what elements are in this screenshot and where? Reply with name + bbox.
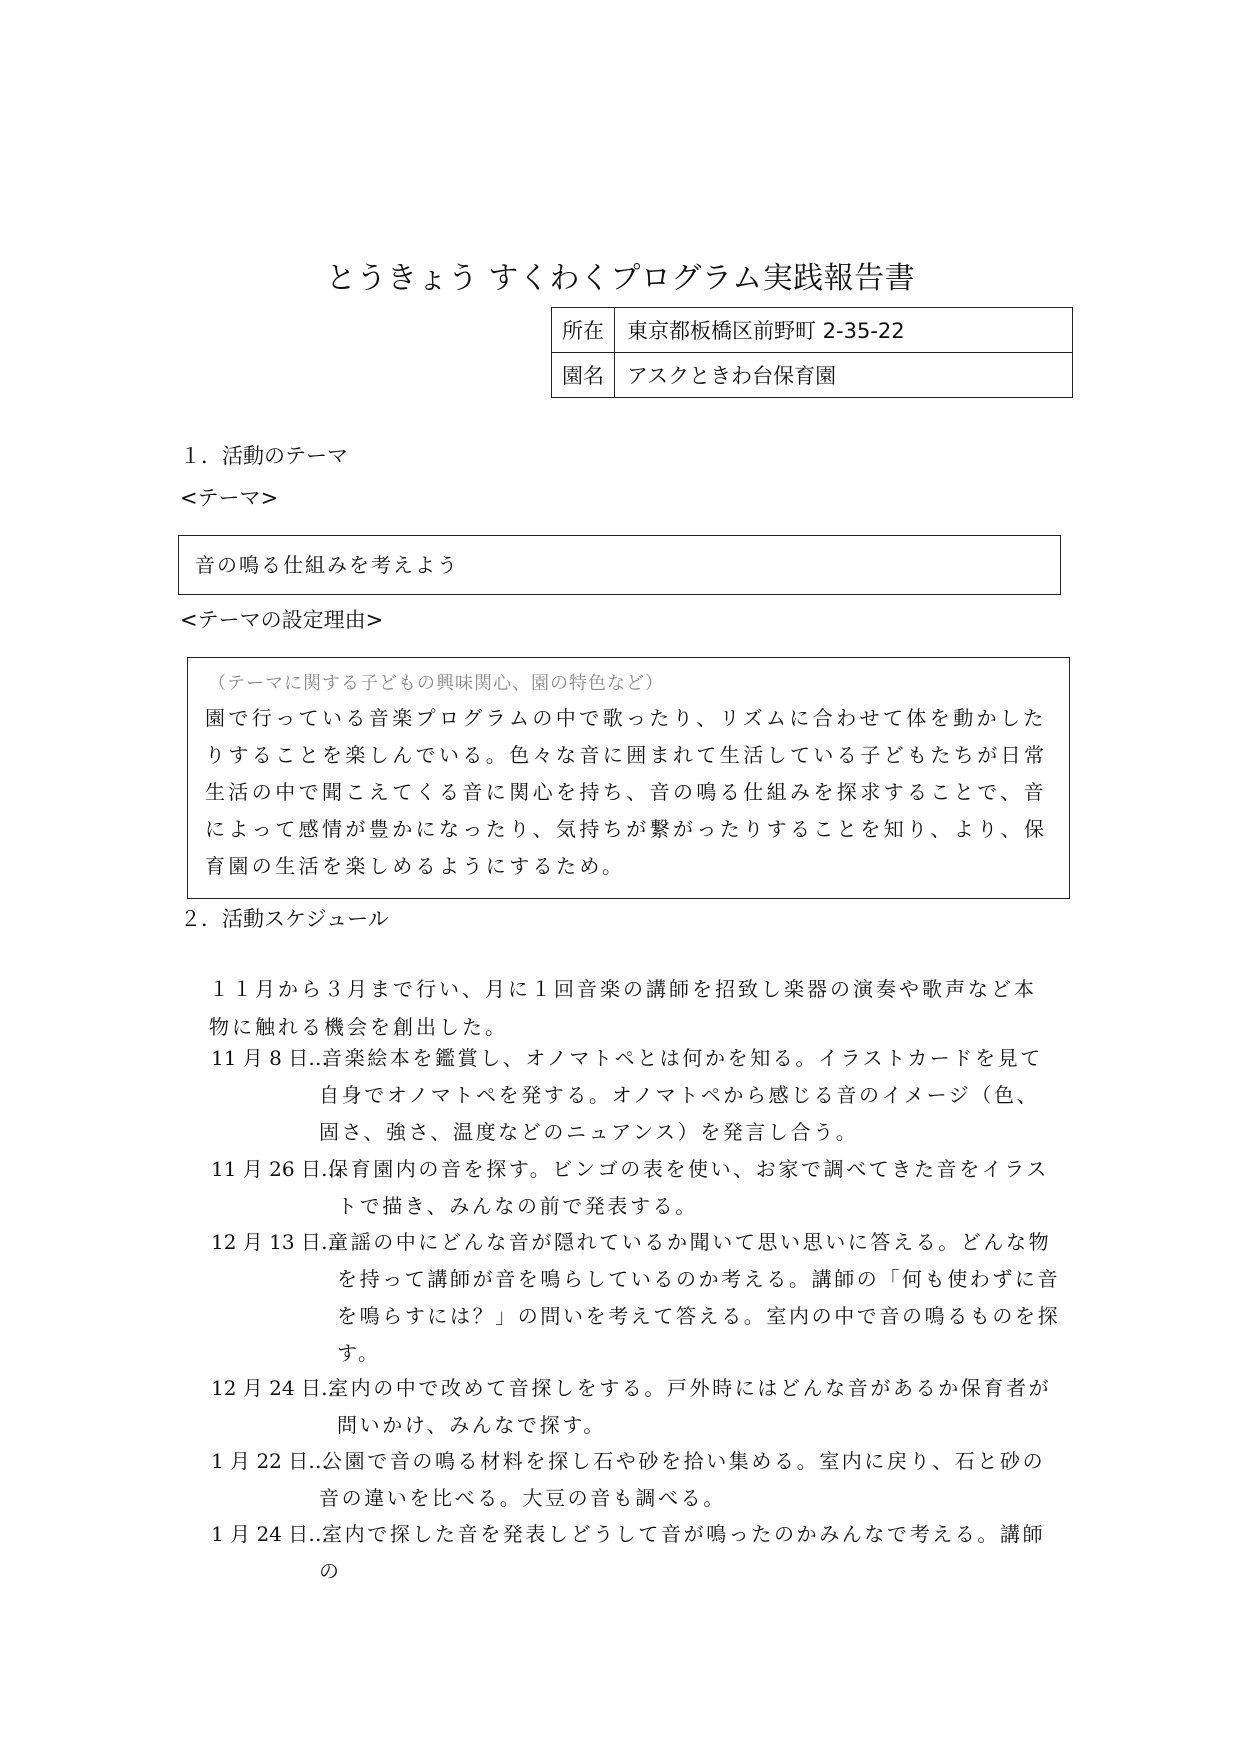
schedule-text: 公園で音の鳴る材料を探し石や砂を拾い集める。室内に戻り、石と砂の音の違いを比べる。大豆の音も調べる。 [319,1449,1046,1510]
address-value: 東京都板橋区前野町 2-35-22 [615,308,1073,353]
schedule-date: 12 月 13 日… [211,1230,341,1254]
reason-hint: （テーマに関する子どもの興味関心、園の特色など） [208,673,664,694]
schedule-date: 11 月 26 日… [211,1157,341,1181]
theme-box [178,535,1061,595]
section1-heading: １．活動のテーマ [180,444,348,468]
reason-text: 園で行っている音楽プログラムの中で歌ったり、リズムに合わせて体を動かしたりすることを楽しんでいる。色々な音に囲まれて生活している子どもたちが日常生活の中で聞こえてくる音に関心を持ち、音の鳴る仕組みを探求することで、音によって感情が豊かになったり、気持ちが繋がったりすることを知り、より、保育園の生活を楽しめるようにするため。 [205,706,1048,878]
schedule-text: 保育園内の音を探す。ビンゴの表を使い、お家で調べてきた音をイラストで描き、みんなの前で発表する。 [328,1157,1049,1218]
schedule-date: 11 月 8 日… [211,1046,329,1070]
schedule-entry [211,1151,1061,1225]
theme-text: 音の鳴る仕組みを考えよう [195,553,459,577]
page-title: とうきょう すくわくプログラム実践報告書 [325,261,916,296]
schedule-text: 童謡の中にどんな音が隠れているか聞いて思い思いに答える。どんな物を持って講師が音を鳴らしているのか考える。講師の「何も使わずに音を鳴らすには？」の問いを考えて答える。室内の中で音の鳴るものを探す。 [328,1230,1061,1365]
name-label: 園名 [552,353,615,398]
name-row [552,353,1073,398]
schedule-text: 室内で探した音を発表しどうして音が鳴ったのかみんなで考える。講師の [319,1522,1046,1583]
reason-box [187,657,1070,899]
schedule-entry [211,1516,1061,1590]
schedule-entry [211,1443,1061,1517]
theme-label: <テーマ> [180,486,279,510]
name-value: アスクときわ台保育園 [615,353,1073,398]
schedule-entry [211,1224,1061,1372]
schedule-intro: １１月から３月まで行い、月に１回音楽の講師を招致し楽器の演奏や歌声など本物に触れる機会を創出した。 [209,977,1037,1039]
section2-heading: ２．活動スケジュール [180,907,389,931]
reason-label: <テーマの設定理由> [180,608,384,632]
info-table [551,307,1073,398]
address-label: 所在 [552,308,615,353]
address-row [552,308,1073,353]
schedule-entry [211,1040,1061,1151]
schedule-date: 12 月 24 日… [211,1376,341,1400]
schedule-text: 音楽絵本を鑑賞し、オノマトペとは何かを知る。イラストカードを見て自身でオノマトペを発する。オノマトペから感じる音のイメージ（色、固さ、強さ、温度などのニュアンス）を発言し合う。 [319,1046,1043,1144]
schedule-date: 1 月 24 日… [211,1522,329,1546]
schedule-text: 室内の中で改めて音探しをする。戸外時にはどんな音があるか保育者が問いかけ、みんなで探す。 [328,1376,1052,1437]
schedule-date: 1 月 22 日… [211,1449,329,1473]
schedule-entry [211,1370,1061,1444]
